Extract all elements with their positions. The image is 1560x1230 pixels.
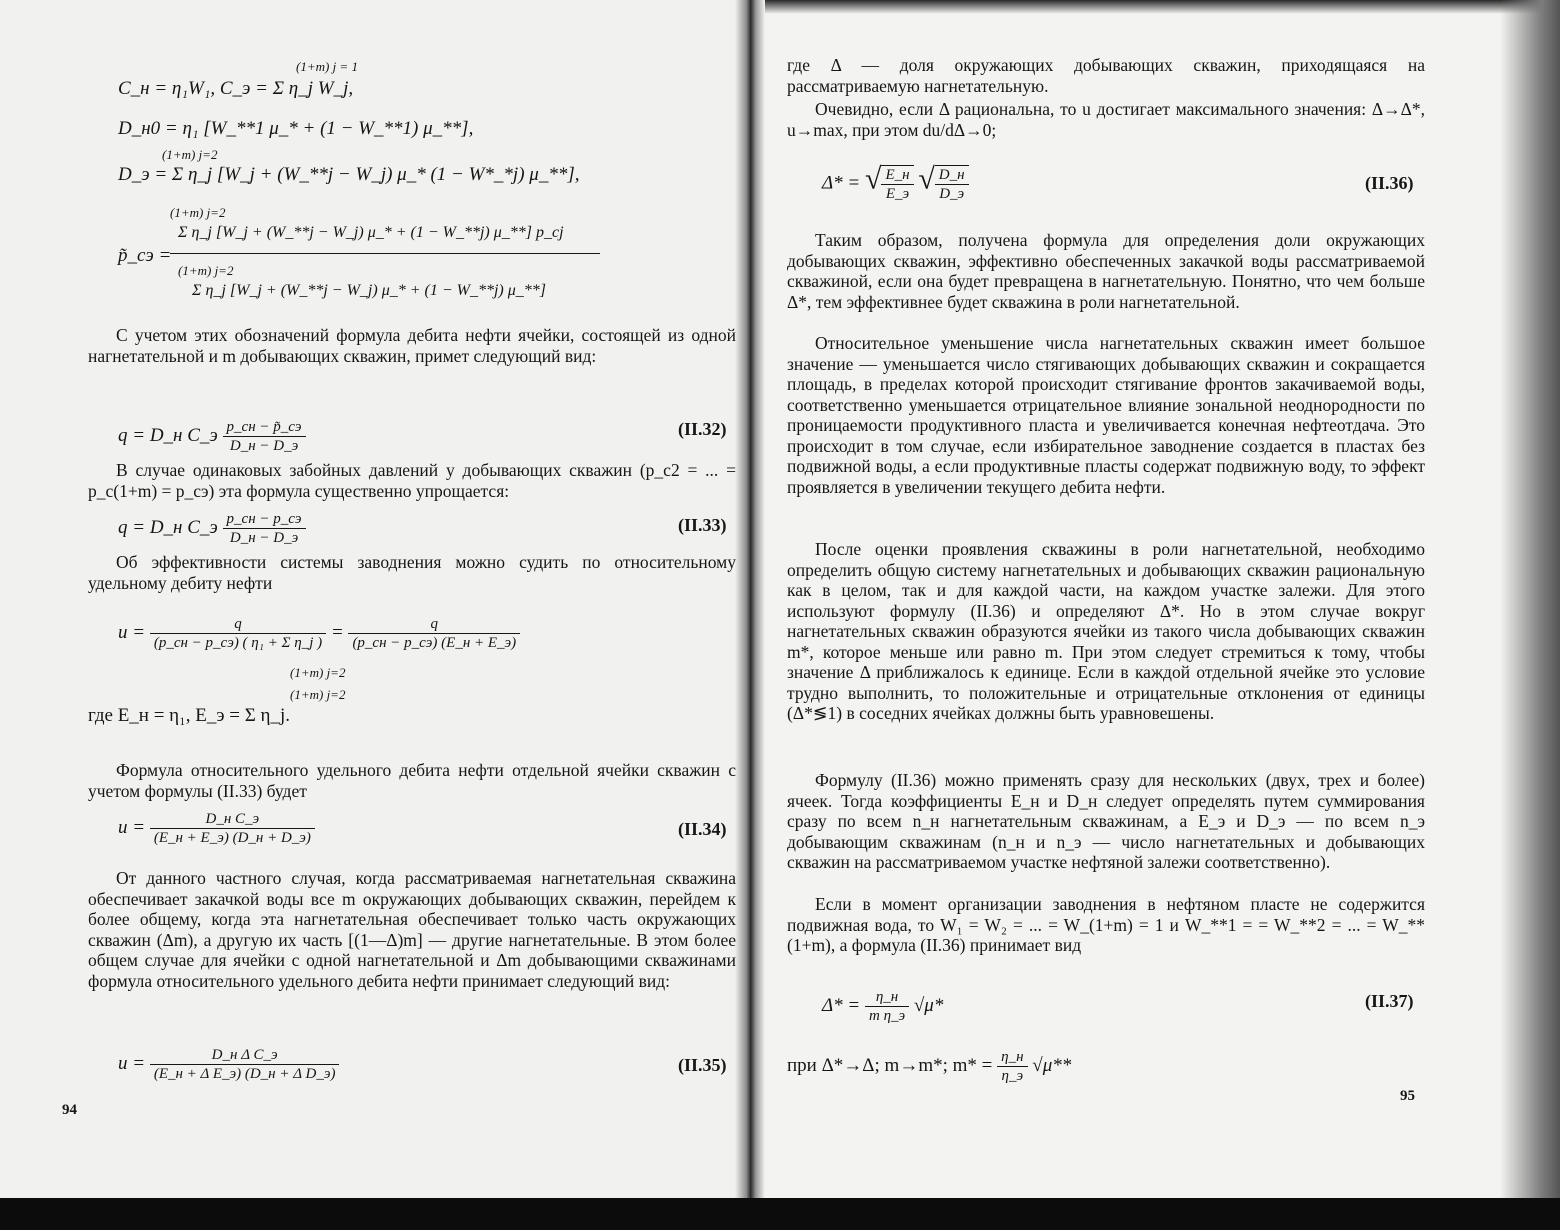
numerator: η_н [997, 1048, 1027, 1067]
condition-line [787, 1048, 1071, 1085]
equation-u [118, 615, 520, 652]
fraction-bar [170, 253, 600, 254]
equation-II-36 [822, 162, 969, 203]
numerator: q [348, 615, 520, 634]
paragraph: Очевидно, если Δ рациональна, то u достигает максимального значения: Δ→Δ*, u→max, при этом du/dΔ→0; [787, 99, 1425, 140]
fraction [881, 165, 913, 203]
paragraph: С учетом этих обозначений формула дебита нефти ячейки, состоящей из одной нагнетательной и m добывающих скважин, примет следующий вид: [88, 325, 736, 366]
numerator: D_н Δ C_э [150, 1046, 340, 1065]
numerator: q [150, 615, 326, 634]
sum-limits: (1+m) j=2 [162, 147, 218, 162]
equals-sign: = [330, 621, 344, 643]
formula-pce-denominator: Σ η_j [W_j + (W_**j − W_j) μ_* + (1 − W_**j) μ_**] [192, 282, 546, 299]
sum-limits: (1+m) j=2 [290, 665, 346, 680]
formula-de: D_э = Σ η_j [W_j + (W_**j − W_j) μ_* (1 − W*_*j) μ_**], [118, 164, 580, 185]
equation-lhs: u = [118, 1052, 146, 1074]
condition-text: при Δ*→Δ; m→m*; m* = [787, 1054, 993, 1076]
paragraph: Об эффективности системы заводнения можно судить по относительному удельному дебиту нефти [88, 552, 736, 593]
fraction [223, 510, 306, 547]
formula-dn0: D_н0 = η₁ [W_**1 μ_* + (1 − W_**1) μ_**], [118, 118, 474, 139]
equation-number: (II.32) [678, 419, 727, 439]
paragraph: В случае одинаковых забойных давлений у добывающих скважин (p_c2 = ... = p_c(1+m) = p_cэ) эта формула существенно упрощается: [88, 460, 736, 501]
equation-lhs: q = D_н C_э [118, 516, 218, 538]
denominator: D_н − D_э [229, 438, 299, 454]
equation-lhs: Δ* = [822, 172, 861, 194]
equation-lhs: q = D_н C_э [118, 424, 218, 446]
denominator: m η_э [868, 1008, 906, 1024]
paragraph: После оценки проявления скважины в роли нагнетательной, необходимо определить общую систему нагнетательных и добывающих скважин рациональную как в целом, так и для каждой части, на каждом участке залежи. Для этого используют формулу (II.36) и определяют Δ*. Но в этом случае вокруг нагнетательных скважин образуются ячейки из такого числа добывающих скважин m*, которое меньше или равно m. При этом следует стремиться к тому, чтобы значение Δ приближалось к единице. Если в каждой отдельной ячейке это условие трудно выполнить, то положительные и отрицательные отклонения от единицы (Δ*≶1) в соседних ячейках должны быть уравновешены. [787, 539, 1425, 723]
paragraph: где Δ — доля окружающих добывающих скважин, приходящаяся на рассматриваемую нагнетательную. [787, 55, 1425, 96]
denominator: (E_н + Δ E_э) (D_н + Δ D_э) [153, 1066, 336, 1082]
denominator: η_э [1001, 1068, 1024, 1084]
fraction [223, 418, 306, 455]
paragraph: Таким образом, получена формула для определения доли окружающих добывающих скважин, эффективно обеспеченных закачкой воды рассматриваемой скважиной, если она будет превращена в нагнетательную. Понятно, что чем больше Δ*, тем эффективнее будет скважина в роли нагнетательной. [787, 230, 1425, 312]
denominator: D_н − D_э [229, 530, 299, 546]
equation-number: (II.36) [1365, 173, 1414, 193]
radical: √μ** [1032, 1054, 1072, 1076]
equation-II-32 [118, 418, 306, 455]
formula-pce-numerator: Σ η_j [W_j + (W_**j − W_j) μ_* + (1 − W_**j) μ_**] p_cj [178, 224, 564, 241]
sqrt-sign: √ [918, 162, 935, 196]
denominator: (p_cн − p_cэ) ( η₁ + Σ η_j ) [153, 635, 323, 651]
page-number: 95 [1400, 1088, 1415, 1104]
equation-lhs: u = [118, 621, 146, 643]
formula-c: C_н = η₁W₁, C_э = Σ η_j W_j, [118, 78, 354, 99]
paragraph: Если в момент организации заводнения в нефтяном пласте не содержится подвижная вода, то W₁ = W₂ = ... = W_(1+m) = 1 и W_**1 = = W_**2 = ... = W_**(1+m), а формула (II.36) принимает вид [787, 894, 1425, 955]
where-clause: где E_н = η₁, E_э = Σ η_j. [88, 705, 290, 726]
equation-number: (II.35) [678, 1055, 727, 1075]
book-spine [735, 0, 765, 1198]
fraction [150, 1046, 340, 1083]
equation-II-34 [118, 810, 315, 847]
paragraph: От данного частного случая, когда рассматриваемая нагнетательная скважина обеспечивает закачкой воды все m окружающих добывающих скважин, перейдем к более общему, когда эта нагнетательная обеспечивает только часть окружающих скважин (Δm), а другую их часть [(1—Δ)m] — другие нагнетательные. В этом более общем случае для ячейки с одной нагнетательной и Δm добывающими скважинами формула относительного удельного дебита нефти принимает следующий вид: [88, 868, 736, 991]
paragraph: Формула относительного удельного дебита нефти отдельной ячейки скважин с учетом формулы (II.33) будет [88, 760, 736, 801]
radical: √μ* [913, 994, 944, 1016]
fraction [865, 988, 909, 1025]
page-top-shadow [748, 0, 1560, 14]
numerator: p_cн − p_cэ [223, 510, 306, 529]
scan-bottom-band [0, 1198, 1560, 1230]
numerator: D_н [935, 166, 969, 185]
equation-II-35 [118, 1046, 339, 1083]
numerator: D_н C_э [150, 810, 315, 829]
equation-number: (II.34) [678, 819, 727, 839]
paragraph: Формулу (II.36) можно применять сразу для нескольких (двух, трех и более) ячеек. Тогда коэффициенты E_н и D_н следует определять путем суммирования сразу по всем n_н нагнетательным скважинам, а E_э и D_э — по всем n_э добывающим скважинам (n_н и n_э — число нагнетательных и добывающих скважин на рассматриваемом участке нефтяной залежи соответственно). [787, 770, 1425, 872]
formula-pce-label: p̃_cэ = [118, 245, 172, 266]
denominator: E_э [885, 186, 910, 202]
fraction [150, 810, 315, 847]
equation-number: (II.33) [678, 515, 727, 535]
sum-limits: (1+m) j=2 [170, 205, 226, 220]
numerator: E_н [881, 166, 913, 185]
right-edge-shadow [1500, 0, 1560, 1198]
equation-lhs: Δ* = [822, 994, 861, 1016]
numerator: η_н [865, 988, 909, 1007]
equation-number: (II.37) [1365, 991, 1414, 1011]
denominator: D_э [939, 186, 965, 202]
denominator: (p_cн − p_cэ) (E_н + E_э) [352, 635, 517, 651]
sqrt-sign: √ [864, 162, 882, 196]
numerator: p_cн − p̃_cэ [223, 418, 306, 437]
equation-lhs: u = [118, 816, 146, 838]
page-number: 94 [62, 1102, 77, 1118]
paragraph: Относительное уменьшение числа нагнетательных скважин имеет большое значение — уменьшается число стягивающих добывающих скважин и сокращается площадь, в пределах которой происходит стягивание фронтов закачиваемой воды, соответственно уменьшается отрицательное влияние зональной неоднородности по проницаемости продуктивного пласта и увеличивается конечная нефтеотдача. Это происходит в том случае, если избирательное заводнение создается в пластах без подвижной воды, а если продуктивные пласты содержат подвижную воду, то эффект проявляется в увеличении текущего дебита нефти. [787, 333, 1425, 497]
sum-limits: (1+m) j = 1 [296, 59, 358, 74]
fraction [150, 615, 326, 652]
equation-II-37 [822, 988, 943, 1025]
denominator: (E_н + E_э) (D_н + D_э) [153, 830, 311, 846]
fraction [997, 1048, 1027, 1085]
fraction [348, 615, 520, 652]
sum-limits: (1+m) j=2 [290, 687, 346, 702]
sum-limits: (1+m) j=2 [178, 263, 234, 278]
equation-II-33 [118, 510, 306, 547]
fraction [935, 165, 969, 203]
